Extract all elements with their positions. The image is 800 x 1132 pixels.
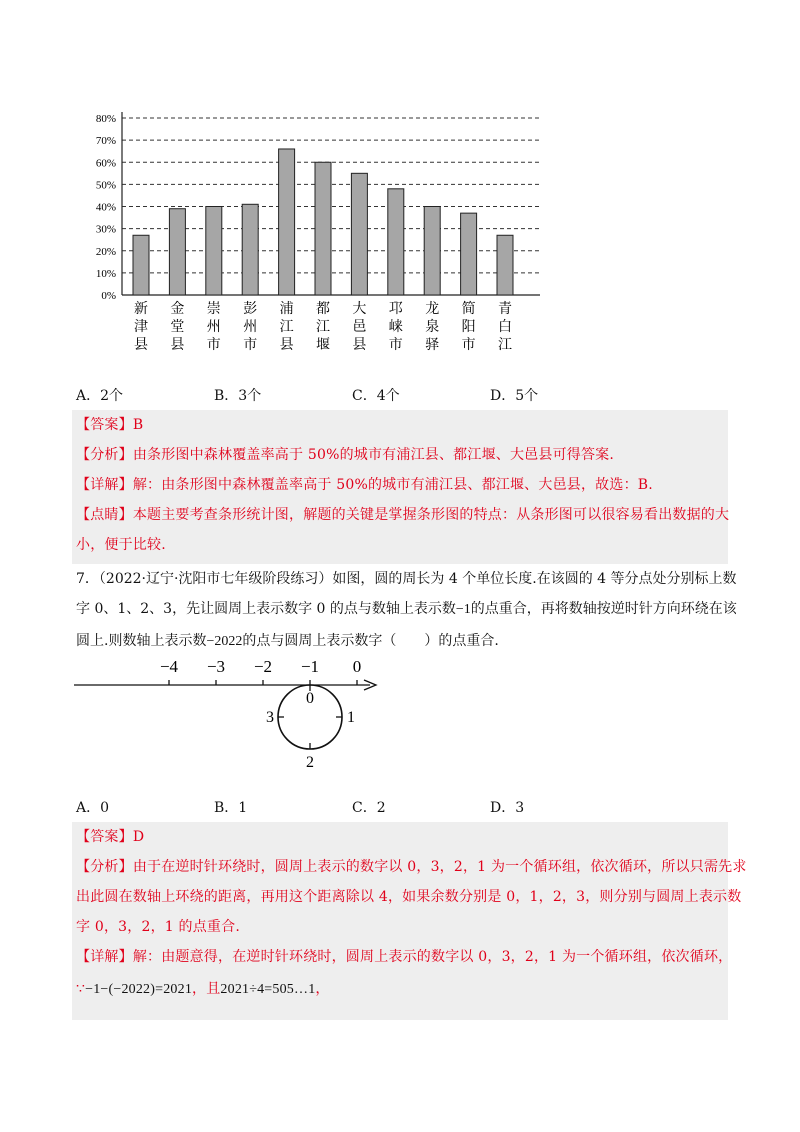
- x-tick-label: 新: [134, 301, 148, 317]
- q6-comment-2: [76, 534, 166, 554]
- q6-solution-box: [72, 410, 728, 564]
- x-tick-label: 江: [279, 319, 294, 335]
- detail-text-1: 解：由题意得，在逆时针环绕时，圆周上表示的数字以 0，3，2，1 为一个循环组，依次循环，: [132, 949, 733, 965]
- comment-tag: 【点睛】: [76, 507, 133, 523]
- x-tick-label: 州: [243, 319, 258, 335]
- q6-comment: [76, 504, 729, 524]
- x-tick-label: 简: [461, 301, 476, 317]
- q7-analysis-3: [76, 916, 240, 936]
- axis-label-neg1: −1: [300, 657, 320, 676]
- q7-option-a[interactable]: A．0: [76, 800, 110, 816]
- x-tick-label: 邑: [352, 319, 367, 335]
- q7-stem-3b: 的点与圆周上表示数字（ ）的点重合.: [242, 633, 499, 649]
- q6-option-b[interactable]: B．3个: [214, 388, 262, 404]
- q6-analysis: [76, 444, 614, 464]
- axis-label-0: 0: [352, 657, 362, 676]
- bar-金堂县: [169, 209, 185, 295]
- detail-mid: ，且: [192, 981, 221, 997]
- x-tick-label: 崇: [206, 301, 221, 317]
- answer-value: B: [132, 417, 144, 433]
- x-tick-label: 崃: [388, 319, 403, 335]
- x-tick-label: 江: [498, 337, 512, 353]
- q7-stem-2a: 字 0、1、2、3，先让圆周上表示数字 0 的点与数轴上表示数: [76, 601, 456, 617]
- detail-tag: 【详解】: [76, 477, 133, 493]
- q7-analysis-2: [76, 886, 741, 906]
- bar-崇州市: [206, 207, 222, 296]
- x-tick-label: 龙: [425, 301, 440, 317]
- x-tick-label: 堂: [170, 319, 185, 335]
- circle-label-2: 2: [306, 754, 314, 771]
- y-tick-label: 10%: [95, 267, 116, 280]
- axis-label-neg3: −3: [206, 657, 226, 676]
- answer-tag: 【答案】: [76, 417, 133, 433]
- x-tick-label: 青: [498, 301, 512, 317]
- detail-text: 解：由条形图中森林覆盖率高于 50%的城市有浦江县、都江堰、大邑县，故选：B.: [132, 477, 653, 493]
- x-tick-label: 泉: [425, 319, 440, 335]
- math-expression-2: 2021÷4=505…1: [220, 982, 316, 997]
- y-tick-label: 50%: [95, 179, 116, 192]
- x-tick-label: 市: [461, 337, 476, 353]
- q7-detail-2: [76, 978, 330, 998]
- q7-stem-3a: 圆上.则数轴上表示数: [76, 633, 207, 649]
- analysis-text-1: 由于在逆时针环绕时，圆周上表示的数字以 0，3，2，1 为一个循环组，依次循环，所以只需先求: [132, 859, 747, 875]
- x-tick-label: 市: [243, 337, 258, 353]
- q7-option-b[interactable]: B．1: [214, 800, 248, 816]
- q7-option-d[interactable]: D．3: [490, 800, 525, 816]
- x-tick-label: 金: [170, 301, 185, 317]
- x-tick-label: 县: [134, 337, 148, 353]
- q6-detail: [76, 474, 653, 494]
- bar-简阳市: [461, 213, 477, 295]
- q7-option-c[interactable]: C．2: [352, 800, 386, 816]
- x-tick-label: 浦: [279, 301, 294, 317]
- x-tick-label: 县: [170, 337, 185, 353]
- circle-label-1: 1: [347, 709, 355, 726]
- x-tick-label: 邛: [388, 301, 403, 317]
- y-tick-label: 60%: [95, 157, 116, 170]
- q7-math-neg2022: −2022: [206, 634, 243, 649]
- q7-stem-line-2: [76, 598, 737, 618]
- y-tick-label: 70%: [95, 135, 116, 148]
- bar-青白江: [497, 235, 513, 295]
- x-tick-label: 大: [352, 301, 367, 317]
- x-tick-label: 堰: [316, 337, 330, 353]
- comment-text-2: 小，便于比较.: [76, 537, 166, 553]
- axis-label-neg4: −4: [159, 657, 179, 676]
- q7-answer: [76, 826, 144, 846]
- x-tick-label: 驿: [425, 337, 440, 353]
- x-tick-label: 彭: [243, 301, 258, 317]
- x-tick-label: 都: [316, 301, 330, 317]
- q7-solution-box: [72, 822, 747, 1020]
- x-tick-label: 县: [279, 337, 294, 353]
- y-tick-label: 20%: [95, 245, 116, 258]
- x-tick-label: 市: [206, 337, 221, 353]
- q6-answer: [76, 414, 143, 434]
- q6-option-d[interactable]: D．5个: [490, 388, 539, 404]
- y-tick-label: 0%: [101, 290, 116, 302]
- q7-math-neg1: −1: [455, 602, 471, 617]
- bar-大邑县: [351, 173, 367, 295]
- bar-邛崃市: [388, 189, 404, 295]
- bar-浦江县: [279, 149, 295, 295]
- y-tick-label: 40%: [95, 201, 116, 214]
- bar-都江堰: [315, 162, 331, 295]
- x-tick-label: 市: [388, 337, 403, 353]
- analysis-text-2: 出此圆在数轴上环绕的距离，再用这个距离除以 4，如果余数分别是 0，1，2，3，则分别与圆周上表示数: [76, 889, 742, 905]
- x-tick-label: 县: [352, 337, 367, 353]
- x-tick-label: 阳: [461, 319, 476, 335]
- analysis-text-3: 字 0，3，2，1 的点重合.: [76, 919, 240, 935]
- analysis-tag: 【分析】: [76, 447, 133, 463]
- numberline-figure: [0, 650, 800, 780]
- bar-龙泉驿: [424, 207, 440, 296]
- math-expression-1: −1−(−2022)=2021: [85, 982, 193, 997]
- bar-新津县: [133, 235, 149, 295]
- circle-label-3: 3: [266, 709, 274, 726]
- x-tick-label: 白: [498, 319, 512, 335]
- detail-end: ，: [315, 981, 330, 997]
- bar-chart: [0, 0, 800, 360]
- analysis-text: 由条形图中森林覆盖率高于 50%的城市有浦江县、都江堰、大邑县可得答案.: [132, 447, 615, 463]
- q7-stem-line-1: 7．（2022·辽宁·沈阳市七年级阶段练习）如图，圆的周长为 4 个单位长度.在该圆的 4 等分点处分别标上数: [76, 571, 737, 587]
- because-symbol: ∵: [76, 981, 86, 997]
- q7-analysis-1: [76, 856, 747, 876]
- y-tick-label: 30%: [95, 223, 116, 236]
- q6-option-c[interactable]: C．4个: [352, 388, 400, 404]
- circle-label-0: 0: [306, 690, 314, 707]
- q7-stem-2b: 的点重合，再将数轴按逆时针方向环绕在该: [470, 601, 737, 617]
- q6-option-a[interactable]: A．2个: [76, 388, 124, 404]
- analysis-tag: 【分析】: [76, 859, 133, 875]
- bar-彭州市: [242, 204, 258, 295]
- detail-tag: 【详解】: [76, 949, 133, 965]
- x-tick-label: 州: [206, 319, 221, 335]
- x-tick-label: 江: [316, 319, 330, 335]
- answer-value: D: [132, 829, 145, 845]
- q7-detail-1: [76, 946, 732, 966]
- answer-tag: 【答案】: [76, 829, 133, 845]
- q7-stem-line-3: [76, 630, 499, 650]
- comment-text-1: 本题主要考查条形统计图，解题的关键是掌握条形图的特点：从条形图可以很容易看出数据的大: [132, 507, 730, 523]
- y-tick-label: 80%: [95, 113, 116, 125]
- x-tick-label: 津: [134, 319, 148, 335]
- axis-label-neg2: −2: [253, 657, 273, 676]
